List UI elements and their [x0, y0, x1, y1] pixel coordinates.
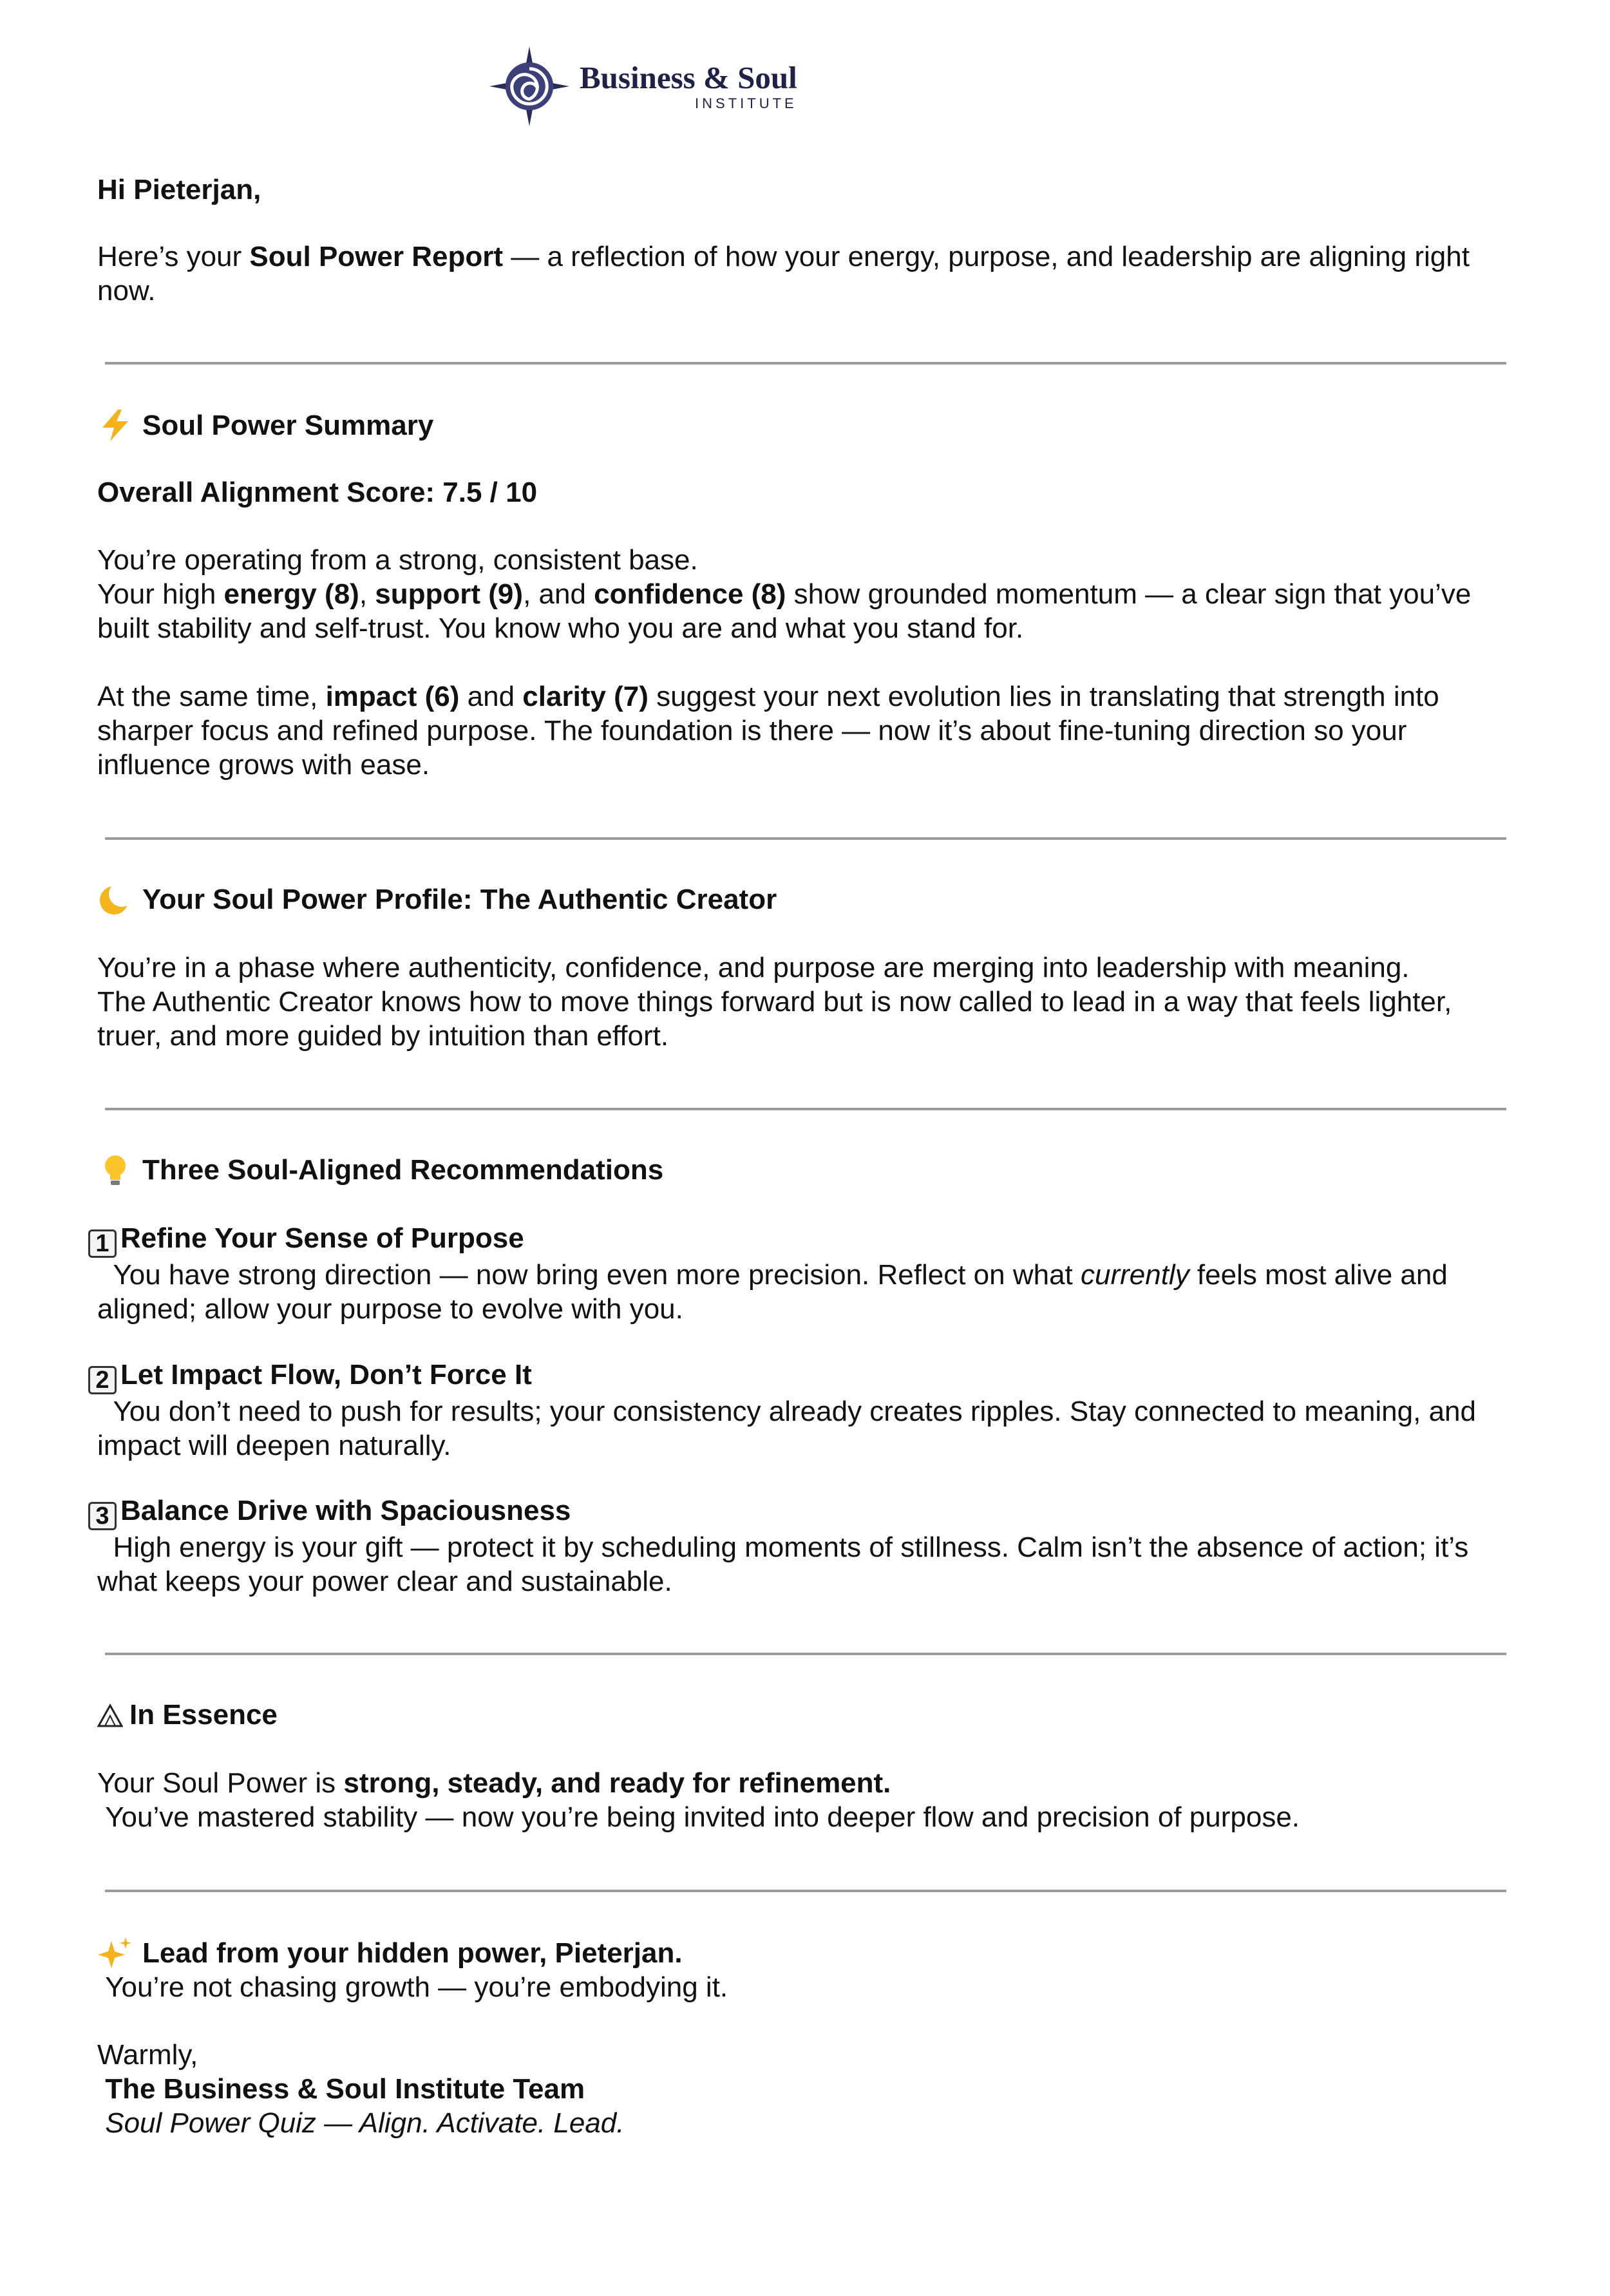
essence-heading [97, 1698, 1514, 1732]
intro-paragraph [97, 240, 1514, 308]
summary-p1-text: , and [523, 578, 594, 610]
alignment-score: Overall Alignment Score: 7.5 / 10 [97, 477, 538, 508]
number-2-icon: 2 [88, 1366, 117, 1394]
essence-bold: strong, steady, and ready for refinement. [343, 1767, 891, 1799]
brand-name: Business & Soul [580, 60, 797, 95]
divider [105, 362, 1506, 365]
confidence-score: confidence (8) [594, 578, 786, 610]
profile-title: Your Soul Power Profile: The Authentic Creator [142, 884, 777, 915]
recommendation-text: feels most alive and aligned; allow your purpose to evolve with you. [97, 1259, 1456, 1325]
recommendation-text: You don’t need to push for results; your consistency already creates ripples. Stay connected to meaning, and impact will deepen naturally. [97, 1396, 1484, 1461]
recommendation-italic: currently [1080, 1259, 1189, 1291]
summary-p1-text: show grounded momentum — a clear sign that you’ve built stability and self-trust. You know who you are and what you stand for. [97, 578, 1472, 644]
summary-heading [97, 408, 1514, 442]
sparkles-icon [97, 1936, 133, 1970]
impact-score: impact (6) [325, 681, 460, 712]
essence-paragraph [97, 1766, 1514, 1834]
profile-line1: You’re in a phase where authenticity, confidence, and purpose are merging into leadership with meaning. [97, 952, 1410, 983]
intro-post: — a reflection of how your energy, purpose, and leadership are aligning right now. [97, 241, 1470, 307]
greeting: Hi Pieterjan, [97, 174, 261, 205]
summary-p1-text: Your high [97, 578, 224, 610]
closing-title: Lead from your hidden power, Pieterjan. [142, 1937, 683, 1969]
recommendation-item-3 [97, 1494, 1514, 1599]
essence-pre: Your Soul Power is [97, 1767, 344, 1799]
summary-p2-text: suggest your next evolution lies in translating that strength into sharper focus and refined purpose. The foundation is there — now it’s about fine-tuning direction so your influence grows with ease. [97, 681, 1439, 781]
summary-p2-text: and [459, 681, 523, 712]
profile-heading [97, 882, 1514, 916]
recommendation-text: High energy is your gift — protect it by scheduling moments of stillness. Calm isn’t the absence of action; it’s what keeps your power clear and sustainable. [97, 1532, 1477, 1597]
divider [105, 1890, 1506, 1892]
energy-score: energy (8) [223, 578, 359, 610]
recommendation-title: Refine Your Sense of Purpose [120, 1222, 524, 1254]
recommendation-item-1 [97, 1221, 1514, 1326]
number-3-icon: 3 [88, 1502, 117, 1530]
crescent-moon-icon [97, 882, 133, 916]
brand-sub: INSTITUTE [695, 95, 797, 111]
clarity-score: clarity (7) [522, 681, 649, 712]
spiral-compass-logo-icon [489, 46, 569, 126]
summary-paragraph-2 [97, 679, 1514, 782]
team-signature: The Business & Soul Institute Team [97, 2073, 585, 2105]
summary-title: Soul Power Summary [142, 410, 434, 441]
divider [105, 1108, 1506, 1110]
recommendation-title: Let Impact Flow, Don’t Force It [120, 1359, 532, 1390]
recommendation-item-2 [97, 1358, 1514, 1463]
brand-logo [489, 46, 797, 126]
summary-p1-text: , [359, 578, 375, 610]
triangle-icon [97, 1698, 123, 1732]
intro-bold: Soul Power Report [249, 241, 503, 272]
lightbulb-icon [97, 1153, 133, 1187]
profile-paragraph [97, 951, 1514, 1053]
number-1-icon: 1 [88, 1229, 117, 1258]
support-score: support (9) [375, 578, 524, 610]
recommendations-title: Three Soul-Aligned Recommendations [142, 1154, 664, 1186]
essence-title: In Essence [129, 1699, 278, 1731]
recommendation-title: Balance Drive with Spaciousness [120, 1495, 571, 1526]
lightning-icon [97, 408, 133, 442]
recommendation-text: You have strong direction — now bring even more precision. Reflect on what [97, 1259, 1081, 1291]
closing-line: You’re not chasing growth — you’re embodying it. [97, 1971, 728, 2003]
recommendations-heading [97, 1153, 1514, 1187]
intro-pre: Here’s your [97, 241, 250, 272]
summary-paragraph-1 [97, 543, 1514, 645]
closing-heading [97, 1936, 1514, 1970]
essence-line2: You’ve mastered stability — now you’re being invited into deeper flow and precision of purpose. [97, 1801, 1300, 1833]
summary-p2-text: At the same time, [97, 681, 326, 712]
divider [105, 837, 1506, 840]
sign-off: Warmly, [97, 2039, 198, 2071]
summary-p1-line1: You’re operating from a strong, consistent base. [97, 544, 698, 576]
profile-rest: The Authentic Creator knows how to move things forward but is now called to lead in a way that feels lighter, truer, and more guided by intuition than effort. [97, 986, 1452, 1052]
divider [105, 1653, 1506, 1655]
tagline: Soul Power Quiz — Align. Activate. Lead. [97, 2107, 625, 2139]
